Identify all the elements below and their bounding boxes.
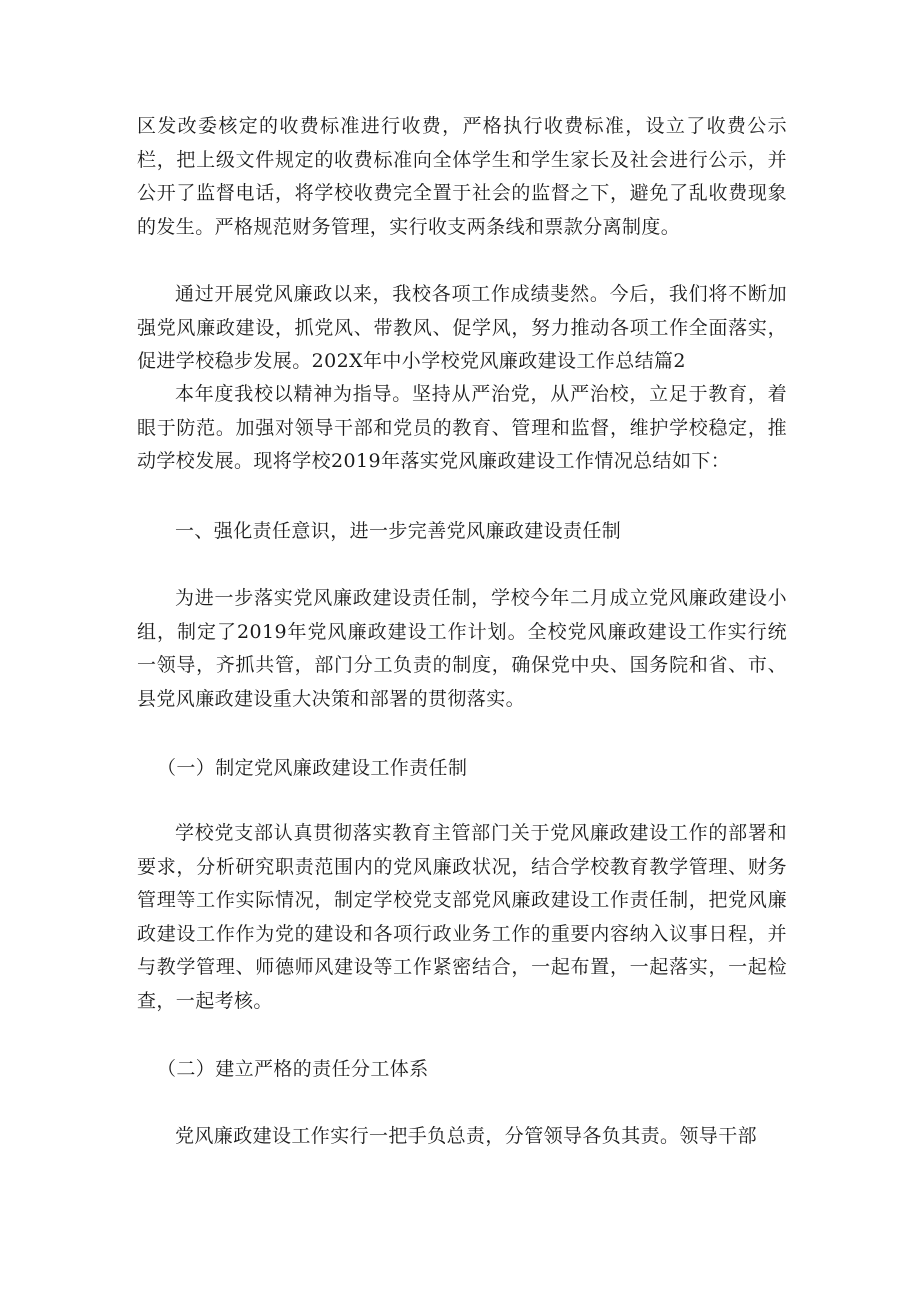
paragraph-results-summary: 通过开展党风廉政以来，我校各项工作成绩斐然。今后，我们将不断加强党风廉政建设，抓党风、带教风、促学风，努力推动各项工作全面落实，促进学校稳步发展。202X年中小学校党风廉政建设工作总结篇2	[137, 283, 787, 372]
paragraph-party-branch: 学校党支部认真贯彻落实教育主管部门关于党风廉政建设工作的部署和要求，分析研究职责范围内的党风廉政状况，结合学校教育教学管理、财务管理等工作实际情况，制定学校党支部党风廉政建设工作责任制，把党风廉政建设工作作为党的建设和各项行政业务工作的重要内容纳入议事日程，并与教学管理、师德师风建设等工作紧密结合，一起布置，一起落实，一起检查，一起考核。	[137, 822, 787, 1012]
subsection-heading-2: （二）建立严格的责任分工体系	[157, 1058, 429, 1080]
paragraph-annual-intro: 本年度我校以精神为指导。坚持从严治党，从严治校，立足于教育，着眼于防范。加强对领导干部和党员的教育、管理和监督，维护学校稳定，推动学校发展。现将学校2019年落实党风廉政建设工作情况总结如下：	[137, 383, 787, 472]
section-heading-1: 一、强化责任意识，进一步完善党风廉政建设责任制	[175, 520, 622, 542]
subsection-heading-1: （一）制定党风廉政建设工作责任制	[157, 757, 468, 779]
paragraph-leadership: 党风廉政建设工作实行一把手负总责，分管领导各负其责。领导干部	[175, 1125, 758, 1147]
paragraph-responsibility-system: 为进一步落实党风廉政建设责任制，学校今年二月成立党风廉政建设小组，制定了2019年党风廉政建设工作计划。全校党风廉政建设工作实行统一领导，齐抓共管，部门分工负责的制度，确保党中央、国务院和省、市、县党风廉政建设重大决策和部署的贯彻落实。	[137, 587, 787, 710]
paragraph-fee-standards: 区发改委核定的收费标准进行收费，严格执行收费标准，设立了收费公示栏，把上级文件规定的收费标准向全体学生和学生家长及社会进行公示，并公开了监督电话，将学校收费完全置于社会的监督之下，避免了乱收费现象的发生。严格规范财务管理，实行收支两条线和票款分离制度。	[137, 115, 787, 238]
